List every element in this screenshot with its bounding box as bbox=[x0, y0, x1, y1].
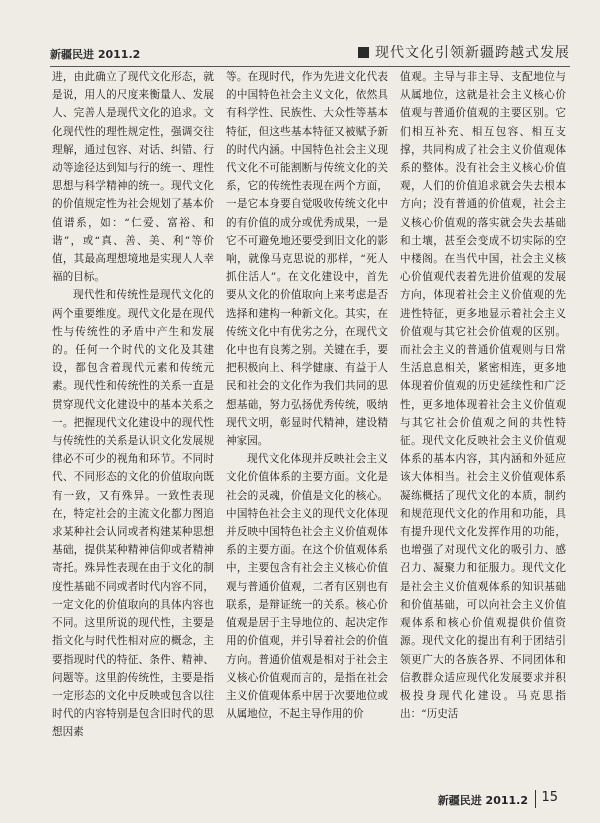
article-body bbox=[52, 68, 568, 788]
footer-divider bbox=[535, 790, 536, 808]
paragraph: 现代文化体现并反映社会主义文化价值体系的主要方面。文化是社会的灵魂，价值是文化的核心。中国特色社会主义的现代文化体现并反映中国特色社会主义价值观体系的主要方面。在这个价值观体系中，主要包含有社会主义核心价值观与普通价值观，二者有区别也有联系，是辩证统一的关系。核心价值观是居于主导地位的、起决定作用的价值观，并引导着社会的价值方向。普通价值观是相对于社会主义核心价值观而言的，是指在社会主义价值观体系中居于次要地位或从属地位，不起主导作用的价 bbox=[226, 453, 388, 721]
page-number: 15 bbox=[541, 790, 558, 805]
paragraph: 现代性和传统性是现代文化的两个重要维度。现代文化是在现代性与传统性的矛盾中产生和发展的。任何一个时代的文化及其建设，都包含着现代元素和传统元素。现代性和传统性的关系一直是贯穿现代文化建设中的基本关系之一。把握现代文化建设中的现代性与传统性的关系是认识文化发展规律必不可少的视角和环节。不同时代、不同形态的文化的价值取向既有一致，又有殊异。一致性表现在，特定社会的主流文化都力图追求某种社会认同或者构建某种思想基础，提供某种精神信仰或者精神寄托。殊异性表现在由于文化的制度性基础不同或者时代内容不同，一定文化的价值取向的具体内容也不同。这里所说的现代性，主要是指文化与时代性相对应的概念，主要指现时代的特征、条件、精神、问题等。这里韵传统性，主要是指一定形态的文化中反映或包含以往时代的内容特别是包含旧时代的思想因素 bbox=[52, 289, 214, 739]
footer-journal-title: 新疆民进 2011.2 bbox=[437, 794, 528, 807]
text-column-3 bbox=[400, 68, 566, 788]
paragraph: 进，由此确立了现代文化形态，就是说，用人的尺度来衡量人、发展人、完善人是现代文化的追求。文化现代性的理性规定性，强调交往理解，通过包容、对话、纠错、行动等途径达到知与行的统一、理性思想与科学精神的统一。现代文化的价值规定性为社会规划了基本价值谱系，如：“仁爱、富裕、和谐”，或“真、善、美、利”等价值，其最高理想境地是实现人人幸福的目标。 bbox=[52, 71, 214, 284]
page-footer bbox=[428, 790, 570, 810]
text-column-2 bbox=[226, 68, 388, 788]
header-rule bbox=[50, 66, 570, 67]
section-title bbox=[358, 42, 570, 62]
section-title-text: 现代文化引领新疆跨越式发展 bbox=[375, 45, 570, 61]
paragraph: 等。在现时代，作为先进文化代表的中国特色社会主义文化，依然具有科学性、民族性、大众性等基本特征，但这些基本特征又被赋予新的时代内涵。中国特色社会主义现代文化不可能割断与传统文化的关系，它的传统性表现在两个方面，一是它本身要自觉吸收传统文化中的有价值的成分或优秀成果，一是它不可避免地还要受到旧文化的影响，就像马克思说的那样，“死人抓住活人”。在文化建设中，首先要从文化的价值取向上来考虑是否选择和建构一种新文化。其实，在传统文化中有优劣之分，在现代文化中也有良莠之别。关键在手，要把积极向上、科学健康、有益于人民和社会的文化作为我们共同的思想基础，努力弘扬优秀传统，吸纳现代文明，彰显时代精神，建设精神家园。 bbox=[226, 71, 388, 448]
square-bullet-icon bbox=[358, 47, 369, 58]
journal-title: 新疆民进 2011.2 bbox=[50, 48, 141, 61]
text-column-1 bbox=[52, 68, 214, 788]
paragraph: 值观。主导与非主导、支配地位与从属地位，这就是社会主义核心价值观与普通价值观的主要区别。它们相互补充、相互包容、相互支撑，共同构成了社会主义价值观体系的整体。没有社会主义核心价值观，人们的价值追求就会失去根本方向；没有普通的价值观，社会主义核心价值观的落实就会失去基础和土壤，甚至会变成不切实际的空中楼阁。在当代中国，社会主义核心价值观代表着先进价值观的发展方向，体现着社会主义价值观的先进性特征，更多地显示着社会主义价值观与其它社会价值观的区别。而社会主义的普通价值观则与日常生活息息相关，紧密相连，更多地体现着价值观的历史延续性和广泛性，更多地体现着社会主义价值观与其它社会价值观之间的共性特征。现代文化反映社会主义价值观体系的基本内容，其内涵和外延应该大体相当。社会主义价值观体系凝练概括了现代文化的本质，制约和规范现代文化的作用和功能，具有提升现代文化发挥作用的功能，也增强了对现代文化的吸引力、感召力、凝聚力和征服力。现代文化是社会主义价值观体系的知识基础和价值基础，可以向社会主义价值观体系和核心价值观提供价值资源。现代文化的提出有利于团结引领更广大的各族各界、不同团体和信教群众适应现代化发展要求并积极投身现代化建设。马克思指出：“历史活 bbox=[400, 71, 566, 721]
page-header bbox=[50, 40, 570, 66]
